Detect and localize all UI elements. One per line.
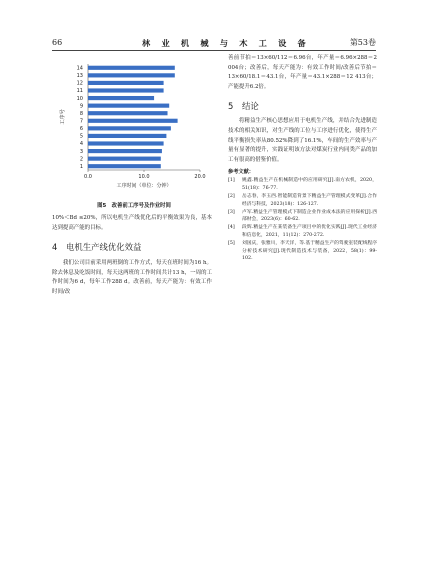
reference-number: [1] <box>228 178 235 184</box>
category-label: 5 <box>79 133 83 140</box>
volume-label: 第53卷 <box>349 38 376 47</box>
running-header <box>52 36 376 51</box>
category-label: 7 <box>79 118 83 125</box>
reference-text: 刘国庆，张雅川，李天洋，等.基于精益生产的驾驶室装配线程序分析技术研究[J].现代制造技术与装备，2022，58(1)：99-102. <box>242 240 377 262</box>
bar-process-5 <box>88 134 166 138</box>
bar-process-13 <box>88 73 175 77</box>
process-time-bar-chart <box>52 58 222 194</box>
journal-name: 林 业 机 械 与 木 工 设 备 <box>142 38 310 48</box>
reference-item <box>228 193 377 209</box>
reference-item <box>228 240 377 263</box>
bar-process-12 <box>88 81 164 85</box>
reference-number: [5] <box>228 240 235 246</box>
bar-process-11 <box>88 88 164 92</box>
category-label: 2 <box>79 156 83 163</box>
category-label: 10 <box>76 95 83 102</box>
section-number: 5 <box>228 101 234 112</box>
reference-text: 卢军.精益生产管理模式下制造企业作业成本法的应用探析[J].西部财会，2023(6)：60-62. <box>242 209 377 223</box>
bar-process-6 <box>88 126 171 130</box>
category-label: 6 <box>79 126 83 133</box>
category-label: 8 <box>79 110 83 117</box>
reference-number: [4] <box>228 225 235 231</box>
reference-item <box>228 177 377 193</box>
x-tick-label: 0.0 <box>84 174 92 180</box>
reference-number: [2] <box>228 193 235 199</box>
left-column <box>52 214 212 298</box>
references-heading: 参考文献： <box>228 169 254 176</box>
y-axis-title: 工序号 <box>60 109 66 125</box>
bar-process-9 <box>88 104 169 108</box>
category-label: 14 <box>76 65 83 72</box>
category-label: 13 <box>76 73 83 80</box>
bar-process-1 <box>88 164 161 168</box>
category-label: 1 <box>79 163 83 170</box>
section-heading-4 <box>52 241 212 253</box>
reference-item <box>228 224 377 240</box>
bar-process-7 <box>88 119 178 123</box>
reference-text: 岳志春，李玉西.智能制造背景下精益生产管理模式变革[J].合作经济与科技，2023(18)：126-127. <box>242 193 377 207</box>
bar-process-2 <box>88 157 161 161</box>
bar-process-8 <box>88 111 168 115</box>
reference-number: [3] <box>228 209 235 215</box>
category-label: 3 <box>79 148 83 155</box>
right-column <box>228 54 377 263</box>
reference-text: 段辉.精益生产在某装备生产项目中的优化实践[J].现代工业经济和信息化，2021，11(12)：270-272. <box>242 225 377 238</box>
category-label: 11 <box>76 88 83 95</box>
section-title: 结论 <box>242 101 259 112</box>
reference-text: 姚鑫.精益生产在机械制造中的应用研究[J].南方农机，2020，51(18)：76-77. <box>242 178 377 192</box>
paragraph: 我们公司目前采用两班倒的工作方式，每天在班时间为16 h。除去休息及吃饭时间，每天这两班的工作时间共计13 h，一周的工作时间为6 d，每年工作288 d。改善前，每天产能为：有效工作时间/改 <box>52 260 212 295</box>
x-axis-title: 工序时间（单位：分钟） <box>116 183 172 189</box>
paragraph: 善前节拍＝13×60/112＝6.96台，年产量＝6.96×288＝2 004台；改善后，每天产能为：有效工作时间/改善后节拍＝13×60/18.1＝43.1台，年产量＝43.1×288＝12 413台；产能提升6.2倍。 <box>228 55 377 90</box>
x-tick-label: 10.0 <box>138 174 150 180</box>
bar-process-3 <box>88 149 162 153</box>
page-number: 66 <box>52 38 63 47</box>
reference-list <box>228 177 377 263</box>
section-number: 4 <box>52 242 58 253</box>
section-heading-5 <box>228 100 377 112</box>
category-label: 4 <box>79 141 83 148</box>
x-tick-label: 20.0 <box>194 174 206 180</box>
bar-process-10 <box>88 96 154 100</box>
reference-item <box>228 209 377 225</box>
bar-process-4 <box>88 141 164 145</box>
category-label: 9 <box>79 103 83 110</box>
section-title: 电机生产线优化效益 <box>66 242 142 253</box>
paragraph: 将精益生产核心思想应用于电机生产线，并结合先进制造技术的相关知识，对生产线的工位与工序进行优化，使得生产线平衡损失率从80.52%降到了16.1%，车间的生产效率与产量有显著的提升，实践证明该方法对煤炭行业内同类产品的加工有很高的借鉴价值。 <box>228 118 377 163</box>
bar-process-14 <box>88 66 175 70</box>
category-label: 12 <box>76 80 83 87</box>
paragraph: 10%＜Bd ≤20%，所以电机生产线优化后的平衡效果为良，基本达到提高产能的目标。 <box>52 215 212 231</box>
chart-svg <box>52 58 222 194</box>
figure-caption: 图5 改善前工序号及作业时间 <box>97 203 171 209</box>
